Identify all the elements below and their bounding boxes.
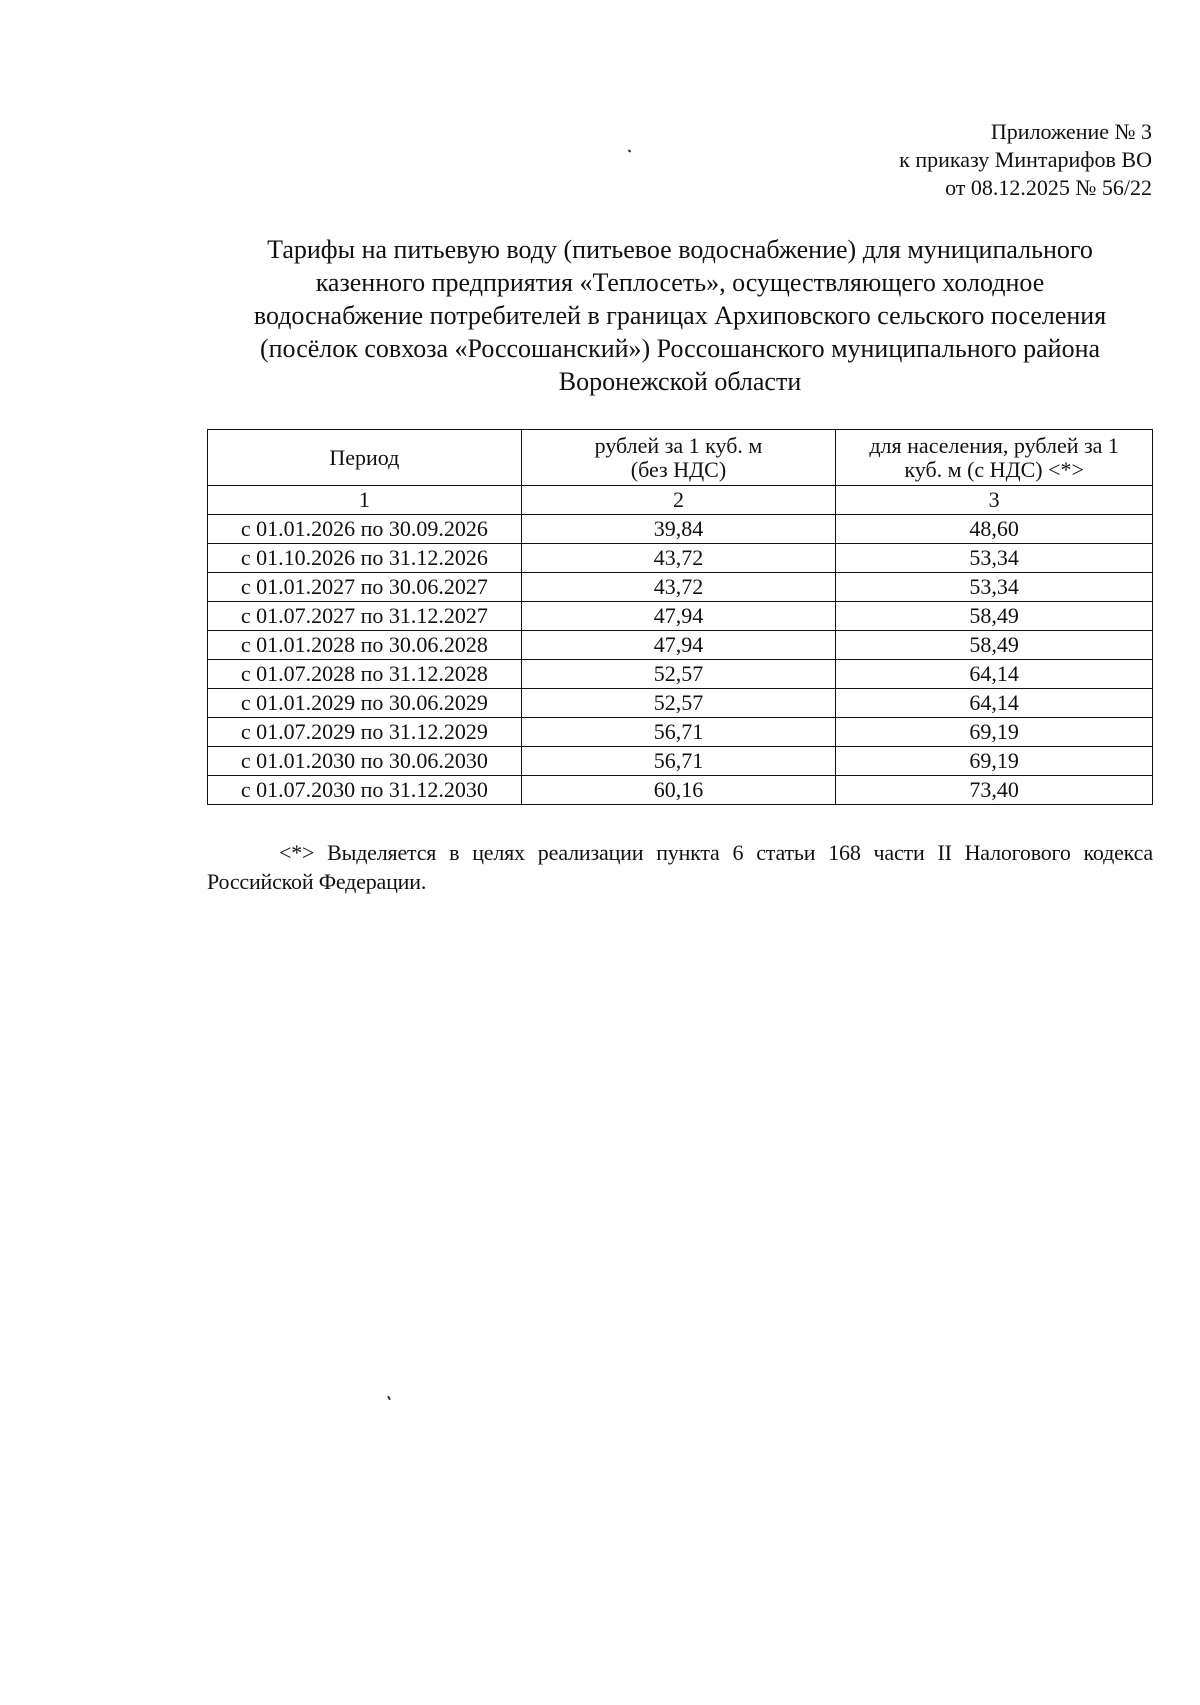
- document-title: [200, 233, 1160, 398]
- period-cell: с 01.07.2029 по 31.12.2029: [208, 718, 522, 747]
- header-line: куб. м (с НДС) <*>: [904, 456, 1084, 482]
- period-cell: с 01.10.2026 по 31.12.2026: [208, 544, 522, 573]
- price-with-vat-cell: 53,34: [836, 573, 1153, 602]
- column-number: 2: [521, 486, 836, 515]
- price-with-vat-cell: 69,19: [836, 718, 1153, 747]
- period-cell: с 01.07.2030 по 31.12.2030: [208, 776, 522, 805]
- price-with-vat-cell: 73,40: [836, 776, 1153, 805]
- price-no-vat-cell: 56,71: [521, 747, 836, 776]
- column-number-row: [208, 486, 1153, 515]
- table-row: [208, 660, 1153, 689]
- price-no-vat-cell: 47,94: [521, 631, 836, 660]
- header-line: рублей за 1 куб. м: [594, 432, 763, 458]
- title-line: (посёлок совхоза «Россошанский») Россошанского муниципального района: [259, 334, 1101, 363]
- period-cell: с 01.07.2027 по 31.12.2027: [208, 602, 522, 631]
- scan-speck: [628, 149, 632, 152]
- period-cell: с 01.01.2029 по 30.06.2029: [208, 689, 522, 718]
- price-no-vat-cell: 43,72: [521, 573, 836, 602]
- price-with-vat-cell: 64,14: [836, 689, 1153, 718]
- price-no-vat-cell: 43,72: [521, 544, 836, 573]
- price-with-vat-cell: 48,60: [836, 515, 1153, 544]
- price-no-vat-cell: 52,57: [521, 660, 836, 689]
- header-price-no-vat: [521, 430, 836, 486]
- title-line: Тарифы на питьевую воду (питьевое водоснабжение) для муниципального: [267, 235, 1093, 264]
- header-line: (без НДС): [630, 456, 727, 482]
- header-price-with-vat: [836, 430, 1153, 486]
- table-row: [208, 689, 1153, 718]
- period-cell: с 01.01.2030 по 30.06.2030: [208, 747, 522, 776]
- order-date: от 08.12.2025 № 56/22: [945, 175, 1152, 200]
- period-cell: с 01.07.2028 по 31.12.2028: [208, 660, 522, 689]
- column-number: 3: [836, 486, 1153, 515]
- table-row: [208, 515, 1153, 544]
- tariff-table: [207, 429, 1153, 805]
- table-header-row: [208, 430, 1153, 486]
- price-with-vat-cell: 69,19: [836, 747, 1153, 776]
- appendix-number: Приложение № 3: [990, 119, 1152, 144]
- price-with-vat-cell: 58,49: [836, 602, 1153, 631]
- appendix-header: [899, 118, 1152, 202]
- price-no-vat-cell: 56,71: [521, 718, 836, 747]
- price-no-vat-cell: 47,94: [521, 602, 836, 631]
- price-no-vat-cell: 52,57: [521, 689, 836, 718]
- period-cell: с 01.01.2028 по 30.06.2028: [208, 631, 522, 660]
- order-reference: к приказу Минтарифов ВО: [899, 147, 1152, 172]
- table-row: [208, 631, 1153, 660]
- price-no-vat-cell: 60,16: [521, 776, 836, 805]
- title-line: казенного предприятия «Теплосеть», осуществляющего холодное: [315, 268, 1045, 297]
- price-with-vat-cell: 53,34: [836, 544, 1153, 573]
- title-line: водоснабжение потребителей в границах Архиповского сельского поселения: [253, 301, 1107, 330]
- period-cell: с 01.01.2027 по 30.06.2027: [208, 573, 522, 602]
- title-line: Воронежской области: [558, 367, 802, 396]
- vat-footnote: <*> Выделяется в целях реализации пункта 6 статьи 168 части II Налогового кодекса Российской Федерации.: [207, 840, 1153, 894]
- table-row: [208, 747, 1153, 776]
- table-row: [208, 573, 1153, 602]
- header-period: Период: [208, 430, 522, 486]
- price-no-vat-cell: 39,84: [521, 515, 836, 544]
- header-line: для населения, рублей за 1: [869, 432, 1119, 458]
- scan-speck: [387, 1396, 391, 1400]
- table-row: [208, 718, 1153, 747]
- table-row: [208, 602, 1153, 631]
- column-number: 1: [208, 486, 522, 515]
- price-with-vat-cell: 58,49: [836, 631, 1153, 660]
- table-row: [208, 776, 1153, 805]
- table-row: [208, 544, 1153, 573]
- price-with-vat-cell: 64,14: [836, 660, 1153, 689]
- period-cell: с 01.01.2026 по 30.09.2026: [208, 515, 522, 544]
